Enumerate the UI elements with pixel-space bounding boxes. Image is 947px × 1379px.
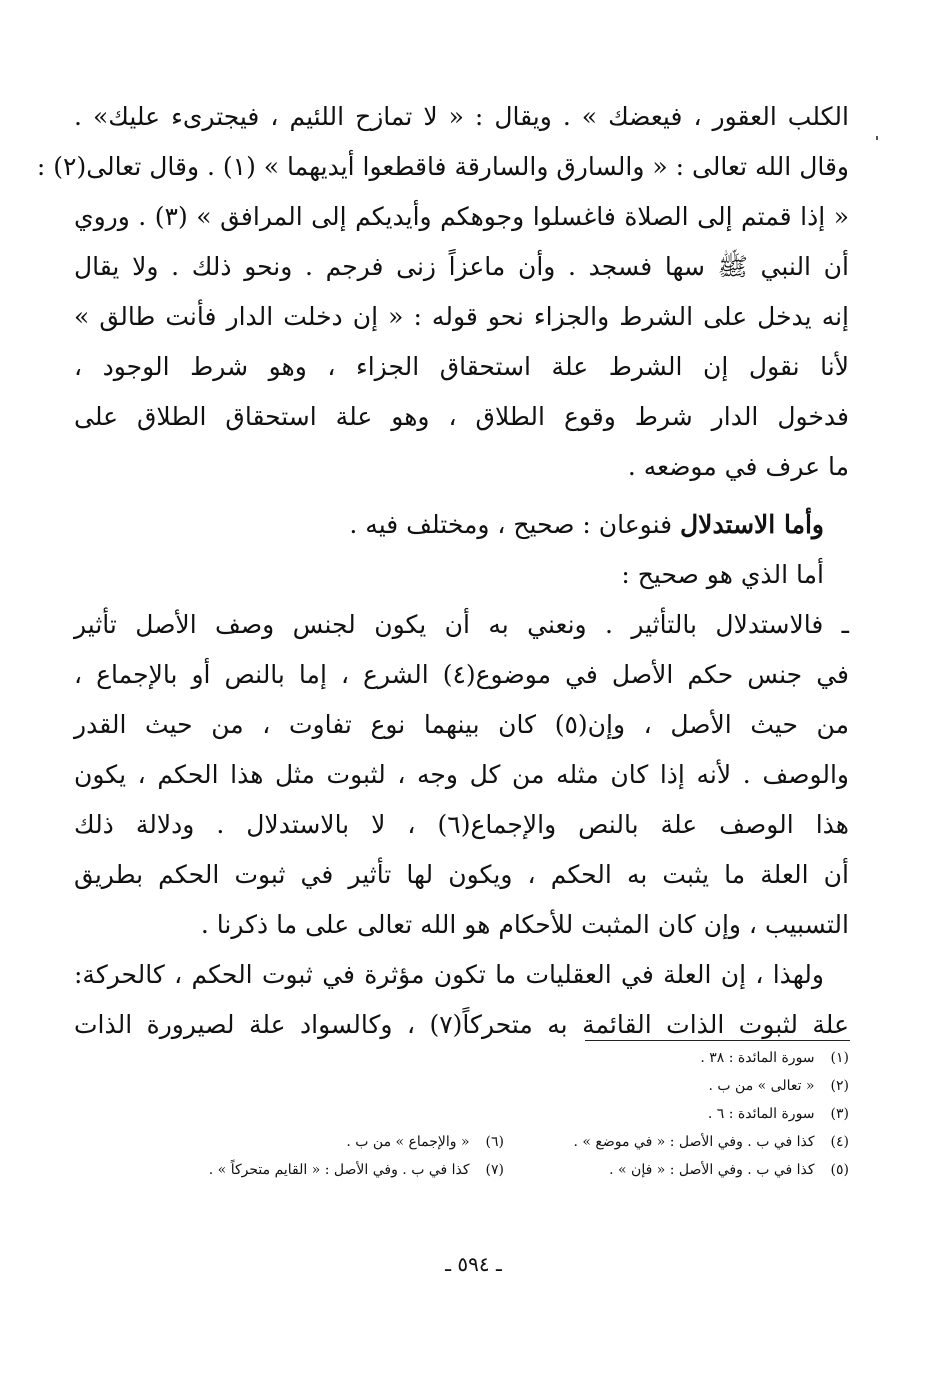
footnote-text: « والإجماع » من ب . (346, 1134, 470, 1150)
footnote-row (74, 1100, 849, 1128)
footnote-number: (٣) (830, 1106, 849, 1122)
istidlal-heading (74, 500, 849, 550)
footnote-number: (٤) (830, 1134, 849, 1150)
footnote-row (74, 1128, 849, 1156)
footnote-number: (٢) (830, 1078, 849, 1094)
footnote (504, 1100, 849, 1128)
text-line: لأنا نقول إن الشرط علة استحقاق الجزاء ، وهو شرط الوجود ، (74, 352, 849, 381)
page-number: ـ ٥٩٤ ـ (445, 1252, 502, 1276)
main-text (36, 92, 849, 1050)
text-line: أن العلة ما يثبت به الحكم ، ويكون لها تأثير في ثبوت الحكم بطريق (74, 860, 849, 889)
margin-mark (876, 136, 878, 140)
istidlal-heading-rest: فنوعان : صحيح ، ومختلف فيه . (349, 510, 681, 539)
footnotes (74, 1044, 849, 1184)
istidlal-heading-bold: وأما الاستدلال (680, 510, 824, 539)
text-line: في جنس حكم الأصل في موضوع(٤) الشرع ، إما بالنص أو بالإجماع ، (74, 660, 849, 689)
footnote-number: (٥) (830, 1162, 849, 1178)
footnote (504, 1128, 849, 1156)
footnote (159, 1128, 504, 1156)
footnote-number: (٦) (485, 1134, 504, 1150)
footnote (159, 1156, 504, 1184)
footnote-text: سورة المائدة : ٦ . (707, 1106, 815, 1122)
sahih-heading-text: أما الذي هو صحيح : (621, 560, 824, 589)
footnote-row (74, 1072, 849, 1100)
text-line: ما عرف في موضعه . (627, 452, 849, 481)
footnote-number: (٧) (485, 1162, 504, 1178)
footnote-divider (585, 1040, 850, 1041)
footnote-text: سورة المائدة : ٣٨ . (700, 1050, 815, 1066)
text-line: أن النبي ﷺ سها فسجد . وأن ماعزاً زنى فرجم . ونحو ذلك . ولا يقال (74, 252, 849, 281)
text-line: والوصف . لأنه إذا كان مثله من كل وجه ، لثبوت مثل هذا الحكم ، يكون (74, 760, 849, 789)
text-line: « إذا قمتم إلى الصلاة فاغسلوا وجوهكم وأيديكم إلى المرافق » (٣) . وروي (74, 202, 849, 231)
text-line-content: ولهذا ، إن العلة في العقليات ما تكون مؤثرة في ثبوت الحكم ، كالحركة: (74, 960, 824, 989)
text-line: الكلب العقور ، فيعضك » . ويقال : « لا تمازح اللئيم ، فيجترىء عليك» . (74, 102, 849, 131)
text-line: إنه يدخل على الشرط والجزاء نحو قوله : « إن دخلت الدار فأنت طالق » (74, 302, 849, 331)
footnote-row (74, 1156, 849, 1184)
footnote-number: (١) (830, 1050, 849, 1066)
text-line: التسبيب ، وإن كان المثبت للأحكام هو الله تعالى على ما ذكرنا . (200, 910, 849, 939)
text-line: ـ فالاستدلال بالتأثير . ونعني به أن يكون لجنس وصف الأصل تأثير (74, 610, 849, 639)
footnote-text: « تعالى » من ب . (708, 1078, 815, 1094)
text-line (74, 950, 849, 1000)
footnote-text: كذا في ب . وفي الأصل : « فإن » . (609, 1162, 815, 1178)
footnote (504, 1044, 849, 1072)
text-line: هذا الوصف علة بالنص والإجماع(٦) ، لا بالاستدلال . ودلالة ذلك (74, 810, 849, 839)
footnote-row (74, 1044, 849, 1072)
text-line: علة لثبوت الذات القائمة به متحركاً(٧) ، وكالسواد علة لصيرورة الذات (74, 1010, 849, 1039)
footnote-text: كذا في ب . وفي الأصل : « في موضع » . (573, 1134, 815, 1150)
footnote (504, 1156, 849, 1184)
text-line: فدخول الدار شرط وقوع الطلاق ، وهو علة استحقاق الطلاق على (74, 402, 849, 431)
text-line: وقال الله تعالى : « والسارق والسارقة فاقطعوا أيديهما » (١) . وقال تعالى(٢) : (36, 152, 849, 181)
footnote-text: كذا في ب . وفي الأصل : « القايم متحركاً » . (208, 1162, 470, 1178)
sahih-heading (74, 550, 849, 600)
text-line: من حيث الأصل ، وإن(٥) كان بينهما نوع تفاوت ، من حيث القدر (74, 710, 849, 739)
footnote (504, 1072, 849, 1100)
